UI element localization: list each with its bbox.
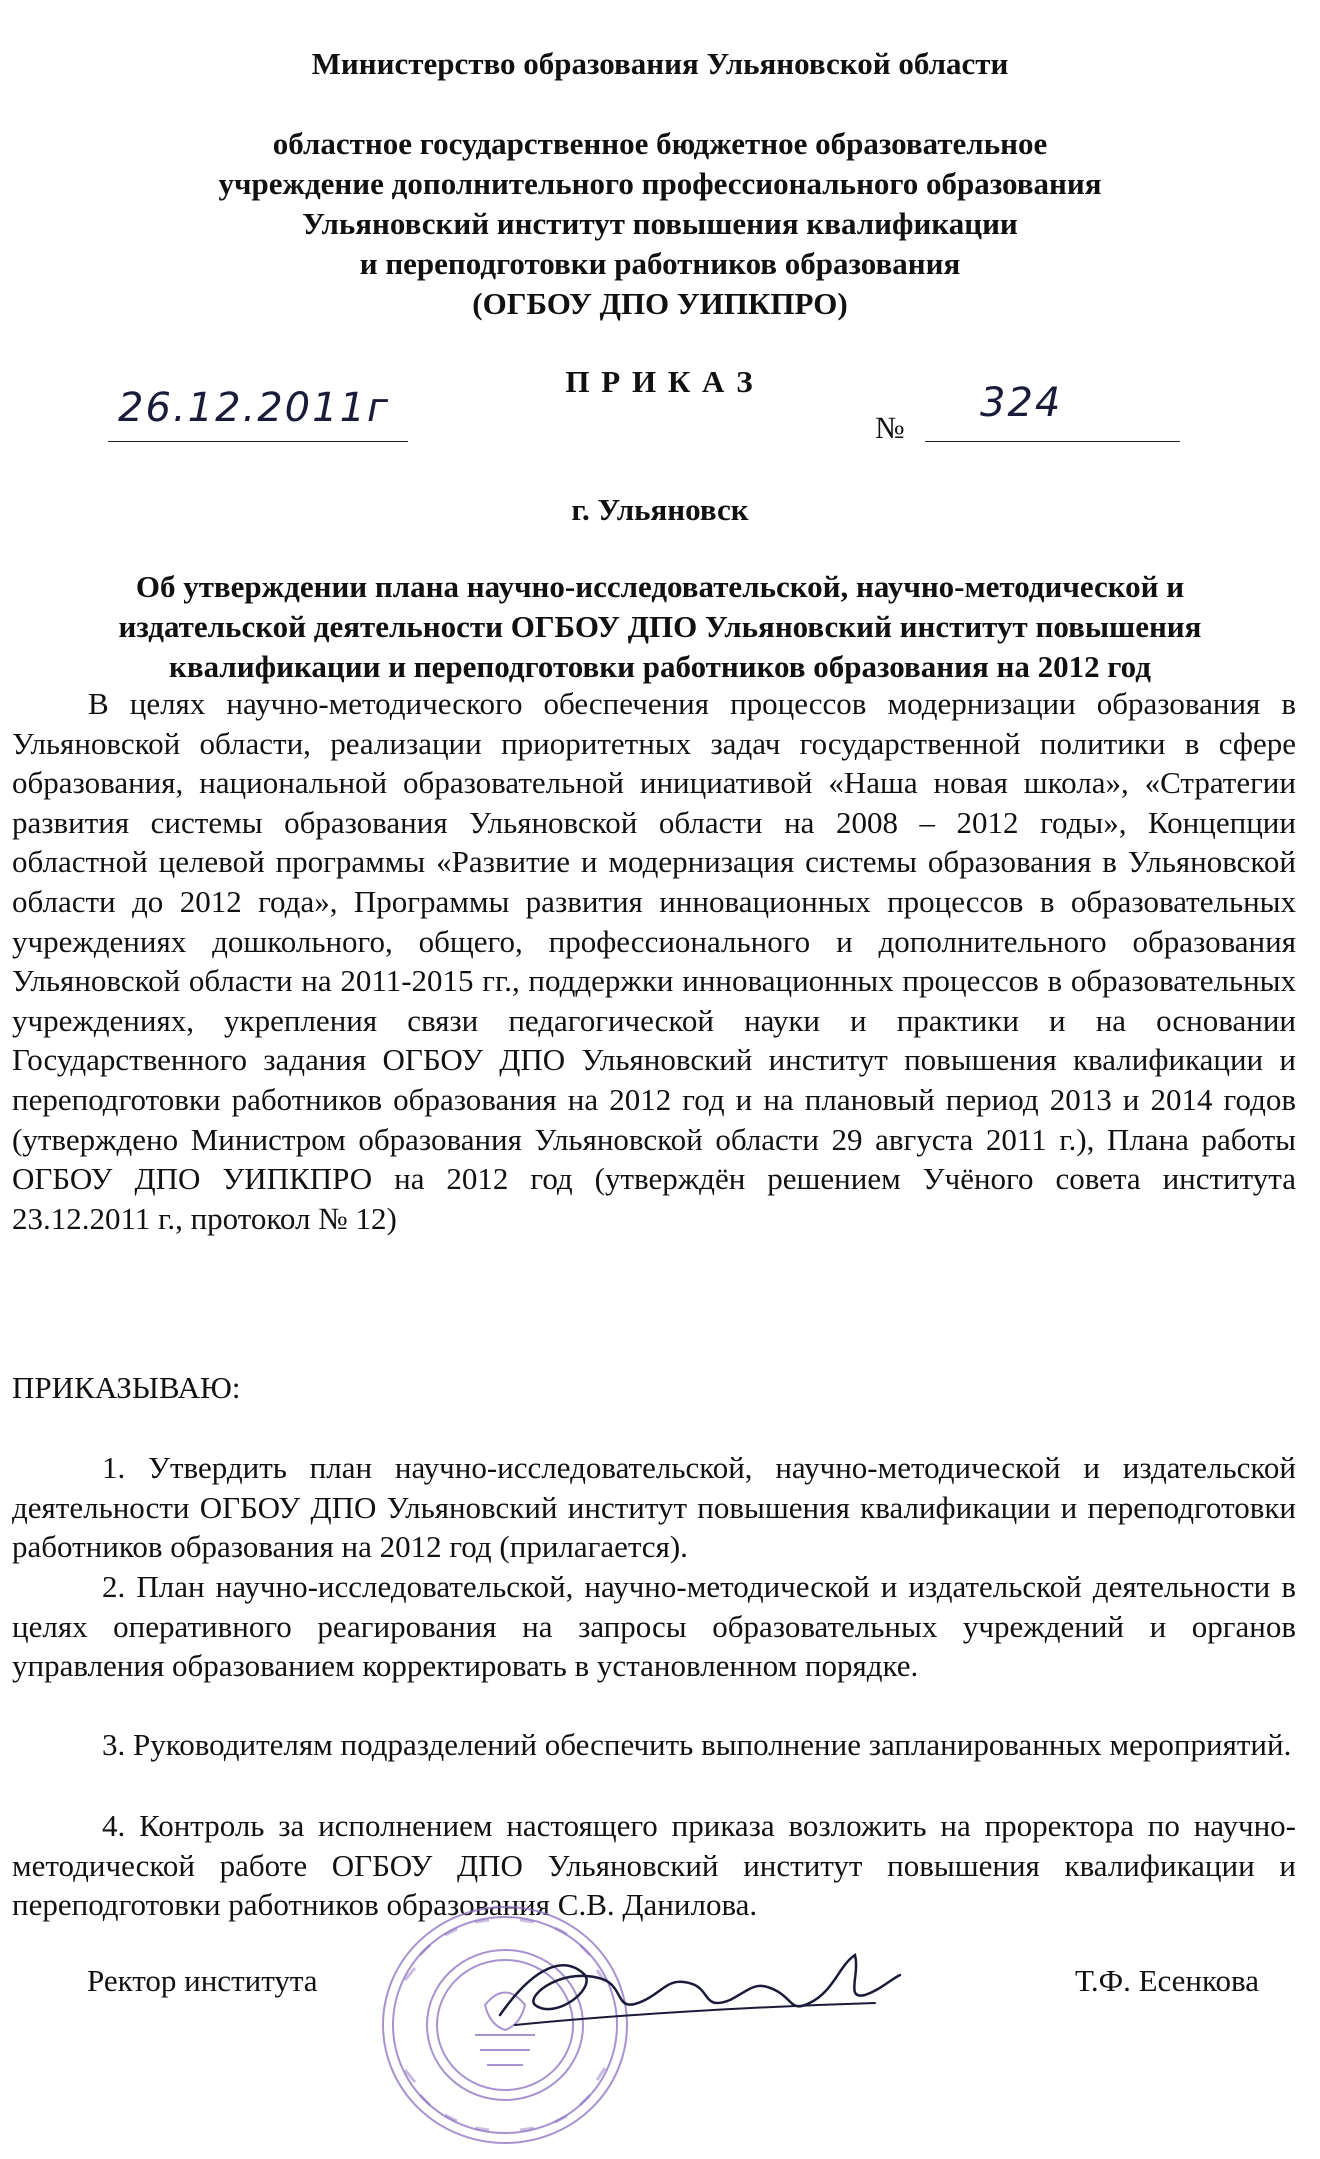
command: ПРИКАЗЫВАЮ:	[12, 1370, 241, 1405]
number-underline	[925, 441, 1180, 442]
city: г. Ульяновск	[571, 492, 749, 527]
ministry-title: Министерство образования Ульяновской области	[311, 46, 1009, 81]
institution-line: Ульяновский институт повышения квалификации	[302, 206, 1018, 241]
signer-position: Ректор института	[87, 1963, 318, 1998]
handwritten-signature	[495, 1945, 905, 2045]
order-title: П Р И К А З	[565, 364, 755, 399]
number-label: №	[875, 410, 905, 445]
institution-line: учреждение дополнительного профессионального образования	[218, 166, 1102, 201]
order-item: 2. План научно-исследовательской, научно-методической и издательской деятельности в целях оперативного реагирования на запросы образовательных учреждений и органов управления образованием корректировать в установленном порядке.	[12, 1569, 1296, 1684]
institution-name	[0, 124, 1320, 324]
subject-line: издательской деятельности ОГБОУ ДПО Ульяновский институт повышения	[118, 609, 1202, 644]
preamble: В целях научно-методического обеспечения процессов модернизации образования в Ульяновской области, реализации приоритетных задач государственной политики в сфере образования, национальной образовательной инициативой «Наша новая школа», «Стратегии развития системы образования Ульяновской области на 2008 – 2012 годы», Концепции областной целевой программы «Развитие и модернизация системы образования в Ульяновской области до 2012 года», Программы развития инновационных процессов в образовательных учреждениях дошкольного, общего, профессионального и дополнительного образования Ульяновской области на 2011-2015 гг., поддержки инновационных процессов в образовательных учреждениях, укрепления связи педагогической науки и практики и на основании Государственного задания ОГБОУ ДПО Ульяновский институт повышения квалификации и переподготовки работников образования на 2012 год и на плановый период 2013 и 2014 годов (утверждено Министром образования Ульяновской области 29 августа 2011 г.), Плана работы ОГБОУ ДПО УИПКПРО на 2012 год (утверждён решением Учёного совета института 23.12.2011 г., протокол № 12)	[12, 686, 1296, 1236]
order-item: 1. Утвердить план научно-исследовательской, научно-методической и издательской деятельности ОГБОУ ДПО Ульяновский институт повышения квалификации и переподготовки работников образования на 2012 год (прилагается).	[12, 1450, 1296, 1565]
date-underline	[108, 441, 408, 442]
order-item: 4. Контроль за исполнением настоящего приказа возложить на проректора по научно-методической работе ОГБОУ ДПО Ульяновский институт повышения квалификации и переподготовки работников образования С.В. Данилова.	[12, 1808, 1296, 1923]
institution-line: и переподготовки работников образования	[359, 246, 961, 281]
order-subject	[0, 567, 1320, 687]
order-date: 26.12.2011г	[118, 385, 391, 431]
order-number: 324	[980, 380, 1063, 426]
subject-line: Об утверждении плана научно-исследовательской, научно-методической и	[135, 569, 1185, 604]
signer-name: Т.Ф. Есенкова	[1075, 1963, 1259, 1998]
institution-line: областное государственное бюджетное образовательное	[272, 126, 1048, 161]
subject-line: квалификации и переподготовки работников образования на 2012 год	[169, 649, 1151, 684]
institution-abbreviation: (ОГБОУ ДПО УИПКПРО)	[472, 286, 848, 321]
order-item: 3. Руководителям подразделений обеспечить выполнение запланированных мероприятий.	[102, 1727, 1292, 1762]
